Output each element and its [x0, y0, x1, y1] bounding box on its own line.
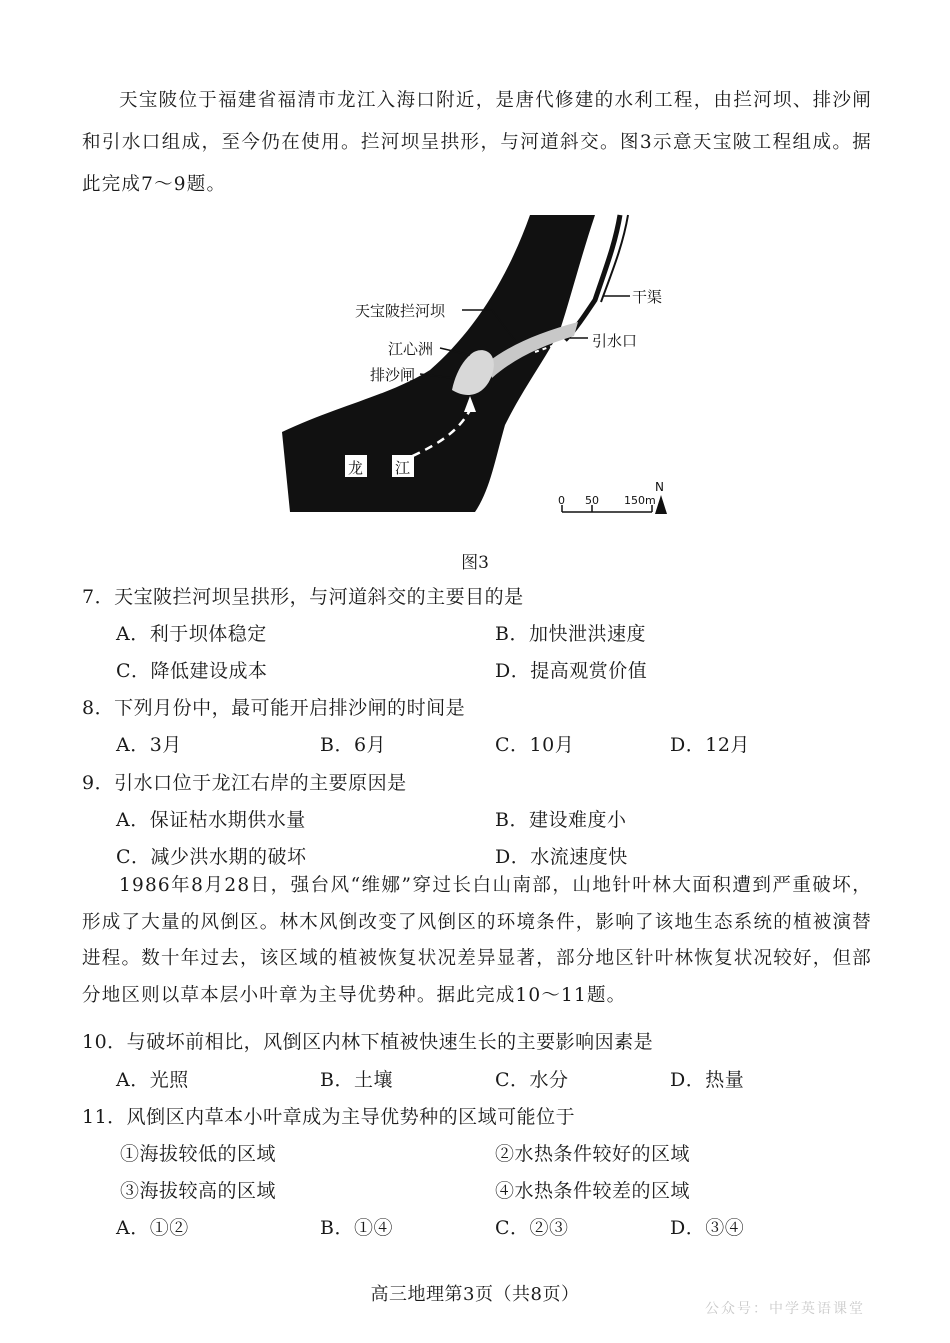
- q9-option-c[interactable]: C．减少洪水期的破坏: [116, 846, 307, 868]
- q9-option-b[interactable]: B．建设难度小: [495, 809, 627, 831]
- q9-option-d[interactable]: D．水流速度快: [495, 846, 628, 868]
- question-9-stem: 9．引水口位于龙江右岸的主要原因是: [82, 772, 407, 794]
- label-river-1: 龙: [348, 459, 364, 477]
- scale-end: 150m: [624, 494, 656, 507]
- q7-option-a[interactable]: A．利于坝体稳定: [116, 623, 267, 645]
- q11-statement-2: ②水热条件较好的区域: [495, 1143, 691, 1165]
- q11-statement-4: ④水热条件较差的区域: [495, 1180, 691, 1202]
- map-figure: [0, 0, 950, 560]
- q11-option-c[interactable]: C．②③: [495, 1217, 569, 1239]
- q10-option-d[interactable]: D．热量: [670, 1069, 745, 1091]
- question-10-stem: 10．与破坏前相比，风倒区内林下植被快速生长的主要影响因素是: [82, 1031, 654, 1053]
- q11-option-a[interactable]: A．①②: [116, 1217, 189, 1239]
- q10-option-a[interactable]: A．光照: [116, 1069, 189, 1091]
- passage-intro-1: 天宝陂位于福建省福清市龙江入海口附近，是唐代修建的水利工程，由拦河坝、排沙闸和引水口组成，至今仍在使用。拦河坝呈拱形，与河道斜交。图3示意天宝陂工程组成。据此完成7～9题。: [82, 90, 872, 195]
- label-river-2: 江: [395, 459, 411, 477]
- q8-option-d[interactable]: D．12月: [670, 734, 750, 756]
- question-7-stem: 7．天宝陂拦河坝呈拱形，与河道斜交的主要目的是: [82, 586, 524, 608]
- page-footer: 高三地理第3页（共8页）: [370, 1284, 580, 1305]
- label-intake: 引水口: [592, 332, 638, 350]
- question-8-stem: 8．下列月份中，最可能开启排沙闸的时间是: [82, 697, 466, 719]
- q8-option-c[interactable]: C．10月: [495, 734, 575, 756]
- scale-zero: 0: [558, 494, 565, 507]
- label-dam: 天宝陂拦河坝: [355, 302, 446, 320]
- label-island: 江心洲: [388, 340, 434, 358]
- q11-option-d[interactable]: D．③④: [670, 1217, 745, 1239]
- label-canal: 干渠: [632, 288, 663, 306]
- figure-caption: 图3: [461, 553, 489, 573]
- q8-option-a[interactable]: A．3月: [116, 734, 182, 756]
- scale-mid: 50: [585, 494, 599, 507]
- q11-option-b[interactable]: B．①④: [320, 1217, 393, 1239]
- q10-option-c[interactable]: C．水分: [495, 1069, 569, 1091]
- river-longjiang: [282, 215, 595, 512]
- q8-option-b[interactable]: B．6月: [320, 734, 387, 756]
- watermark: 公众号：中学英语课堂: [705, 1301, 865, 1317]
- north-label: N: [655, 480, 664, 494]
- question-11-stem: 11．风倒区内草本小叶章成为主导优势种的区域可能位于: [82, 1106, 576, 1128]
- q10-option-b[interactable]: B．土壤: [320, 1069, 393, 1091]
- q11-statement-1: ①海拔较低的区域: [120, 1143, 277, 1165]
- q11-statement-3: ③海拔较高的区域: [120, 1180, 277, 1202]
- q7-option-b[interactable]: B．加快泄洪速度: [495, 623, 646, 645]
- q7-option-c[interactable]: C．降低建设成本: [116, 660, 268, 682]
- label-sluice: 排沙闸: [370, 366, 416, 384]
- q9-option-a[interactable]: A．保证枯水期供水量: [116, 809, 306, 831]
- q7-option-d[interactable]: D．提高观赏价值: [495, 660, 648, 682]
- passage-intro-2: 1986年8月28日，强台风“维娜”穿过长白山南部，山地针叶林大面积遭到严重破坏，形成了大量的风倒区。林木风倒改变了风倒区的环境条件，影响了该地生态系统的植被演替进程。数十年过去，该区域的植被恢复状况差异显著，部分地区针叶林恢复状况较好，但部分地区则以草本层小叶章为主导优势种。据此完成10～11题。: [82, 875, 872, 1006]
